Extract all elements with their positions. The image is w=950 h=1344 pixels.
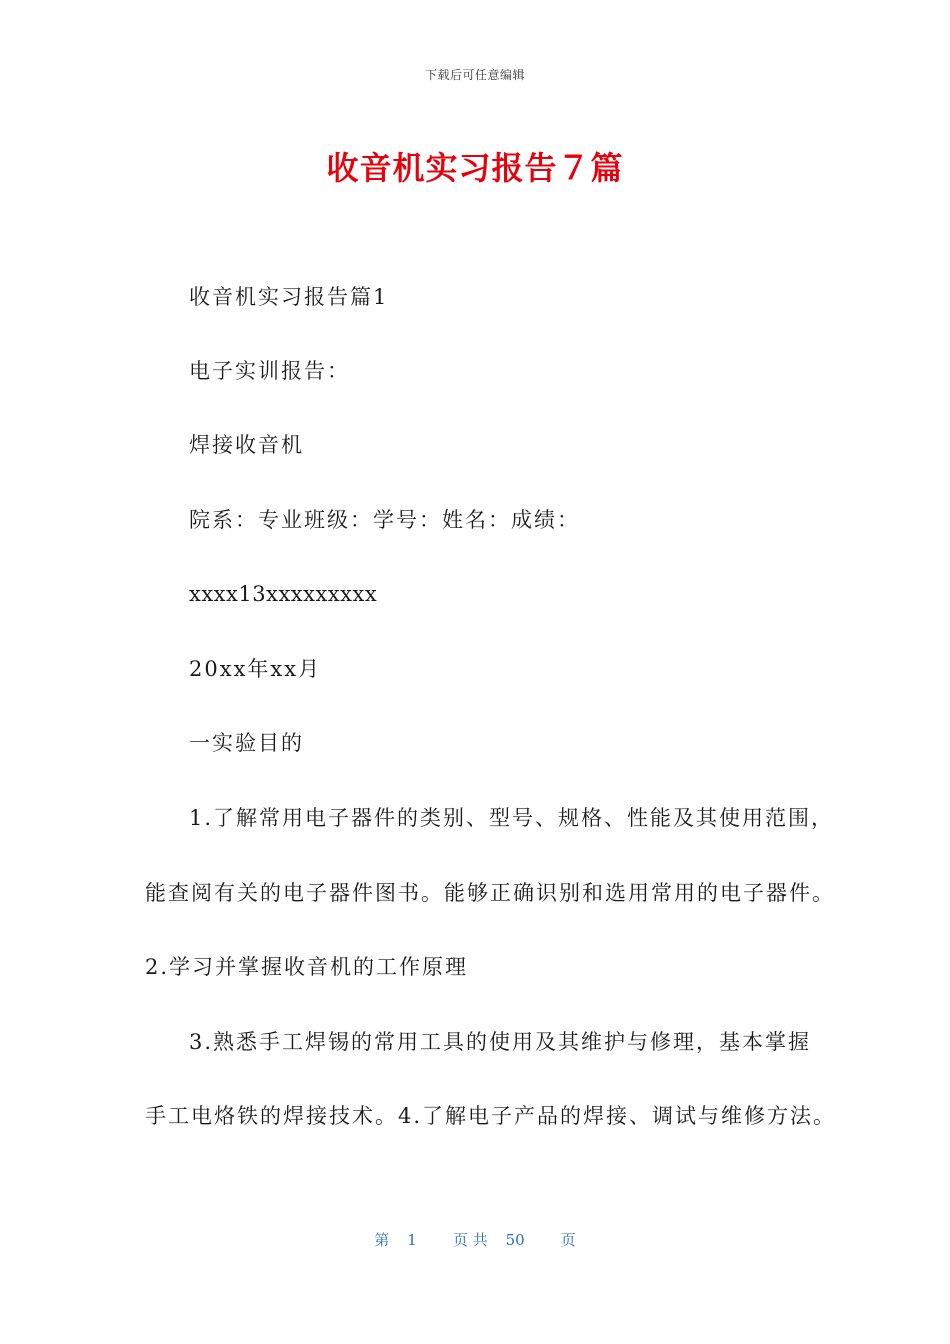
purpose-heading: 一实验目的 [189,731,304,755]
paragraph-line: 1.了解常用电子器件的类别、型号、规格、性能及其使用范围， [189,806,835,830]
paragraph-line: 能查阅有关的电子器件图书。能够正确识别和选用常用的电子器件。 [145,881,835,905]
page-prefix: 第 [374,1231,390,1249]
page-mid: 页 共 [452,1231,488,1249]
page-footer [0,1229,950,1250]
report-date: 20xx年xx月 [189,657,322,681]
section-heading: 收音机实习报告篇1 [189,285,389,309]
student-info-fields: 院系：专业班级：学号：姓名：成绩： [189,508,580,532]
student-id: xxxx13xxxxxxxxx [189,582,378,606]
page-current: 1 [407,1231,417,1249]
report-label: 电子实训报告： [189,359,350,383]
paragraph-line: 2.学习并掌握收音机的工作原理 [145,955,469,979]
page-suffix: 页 [560,1231,576,1249]
report-subject: 焊接收音机 [189,433,304,457]
header-note: 下载后可任意编辑 [424,68,525,82]
document-title: 收音机实习报告７篇 [326,149,624,187]
paragraph-line: 手工电烙铁的焊接技术。4.了解电子产品的焊接、调试与维修方法。 [145,1104,837,1128]
page-total: 50 [505,1231,525,1249]
paragraph-line: 3.熟悉手工焊锡的常用工具的使用及其维护与修理，基本掌握 [189,1030,812,1054]
